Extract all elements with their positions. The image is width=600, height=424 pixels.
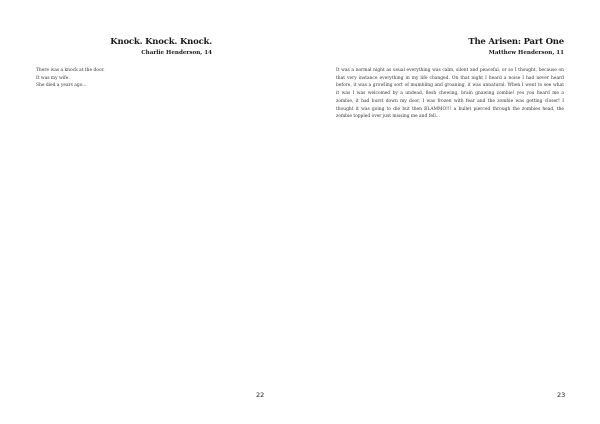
right-page xyxy=(300,0,600,424)
story-body xyxy=(336,67,564,121)
story-line: It was my wife. xyxy=(36,75,70,81)
story-author: Matthew Henderson, 11 xyxy=(488,50,564,56)
page-number: 23 xyxy=(557,391,566,399)
story-body xyxy=(36,67,186,90)
story-author: Charlie Henderson, 14 xyxy=(141,50,212,56)
story-paragraph: It was a normal night as usual everything was calm, silent and peaceful, or so I thought, because on that very instance everything in my life changed. On that night I heard a noise I had never heard before, it was a growling sort of mumbling and groaning, it was unnatural. When I went to see what it was I was welcomed by a undead, flesh chewing, brain gnawing zombie! yes you heard me a zombie, it had burst down my door, I was frozen with fear and the zombie was getting closer! I thought it was going to die but then BLAMMO!!! a bullet pierced through the zombies head, the zombie toppled over just missing me and fell... xyxy=(336,68,564,120)
page-number: 22 xyxy=(256,391,265,399)
story-line: There was a knock at the door. xyxy=(36,68,105,73)
story-title: Knock. Knock. Knock. xyxy=(110,37,212,47)
story-title: The Arisen: Part One xyxy=(468,37,564,47)
story-line: She died a years ago... xyxy=(36,83,87,89)
